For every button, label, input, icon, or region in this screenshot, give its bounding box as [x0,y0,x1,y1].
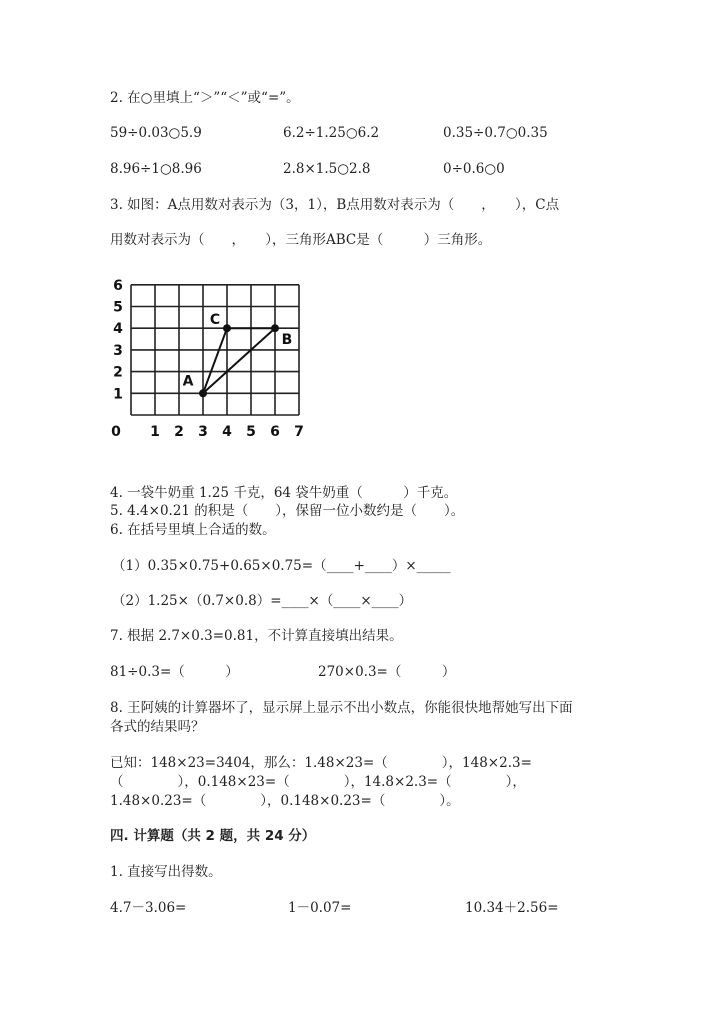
q2-item: 0.35÷0.7○0.35 [443,125,548,141]
point-label: A [182,373,194,390]
q3-line1: 3. 如图：A点用数对表示为（3，1），B点用数对表示为（ ， ），C点 [110,197,560,213]
y-tick-label: 2 [113,364,123,381]
q6-part2: （2）1.25×（0.7×0.8）=____×（____×____） [112,593,413,609]
s4-q1-title: 1. 直接写出得数。 [110,864,222,880]
point-label: C [209,312,221,329]
y-tick-label: 4 [113,321,123,338]
q8-line4: （ ），0.148×23=（ ），14.8×2.3=（ ）， [110,774,526,790]
q2-item: 8.96÷1○8.96 [110,161,202,177]
q5: 5. 4.4×0.21 的积是（ ），保留一位小数约是（ ）。 [110,503,465,519]
q2-item: 59÷0.03○5.9 [110,125,202,141]
q2-item: 6.2÷1.25○6.2 [283,125,380,141]
y-tick-label: 3 [113,342,123,359]
q6-part1: （1）0.35×0.75+0.65×0.75=（____+____）×_____ [112,558,451,574]
x-tick-label: 3 [198,424,208,440]
x-tick-label: 7 [294,424,304,440]
q2-title: 2. 在○里填上“＞”“＜”或“=”。 [110,90,300,106]
q2-item: 2.8×1.5○2.8 [283,161,371,177]
q6-title: 6. 在括号里填上合适的数。 [110,522,276,538]
section-heading: 四. 计算题（共 2 题，共 24 分） [110,828,316,844]
s4-item: 1－0.07= [288,900,352,916]
point-a [199,389,207,397]
coordinate-grid-figure [100,270,320,450]
point-label: B [281,332,293,349]
q8-line1: 8. 王阿姨的计算器坏了，显示屏上显示不出小数点，你能很快地帮她写出下面 [110,700,573,716]
x-tick-label: 5 [246,424,256,440]
q8-line2: 各式的结果吗？ [110,719,205,735]
y-tick-label: 5 [113,299,123,316]
s4-item: 4.7－3.06= [110,900,187,916]
q4: 4. 一袋牛奶重 1.25 千克，64 袋牛奶重（ ）千克。 [110,485,458,501]
x-tick-label: 2 [174,424,184,440]
point-c [223,324,231,332]
q8-line5: 1.48×0.23=（ ），0.148×0.23=（ ）。 [110,793,460,809]
s4-item: 10.34＋2.56= [465,900,559,916]
q7-item: 81÷0.3=（ ） [110,664,239,680]
q7-title: 7. 根据 2.7×0.3=0.81，不计算直接填出结果。 [110,628,403,644]
q7-item: 270×0.3=（ ） [318,664,456,680]
x-tick-label: 6 [270,424,280,440]
x-tick-label: 4 [222,424,232,440]
q8-line3: 已知：148×23=3404，那么：1.48×23=（ ），148×2.3= [110,755,532,771]
y-tick-label: 1 [113,386,123,403]
point-b [271,324,279,332]
x-tick-label: 1 [150,424,160,440]
triangle-abc [203,328,275,393]
x-tick-label: 0 [111,424,121,440]
q3-line2: 用数对表示为（ ， ），三角形ABC是（ ）三角形。 [110,232,492,248]
q2-item: 0÷0.6○0 [443,161,505,177]
y-tick-label: 6 [113,277,123,294]
